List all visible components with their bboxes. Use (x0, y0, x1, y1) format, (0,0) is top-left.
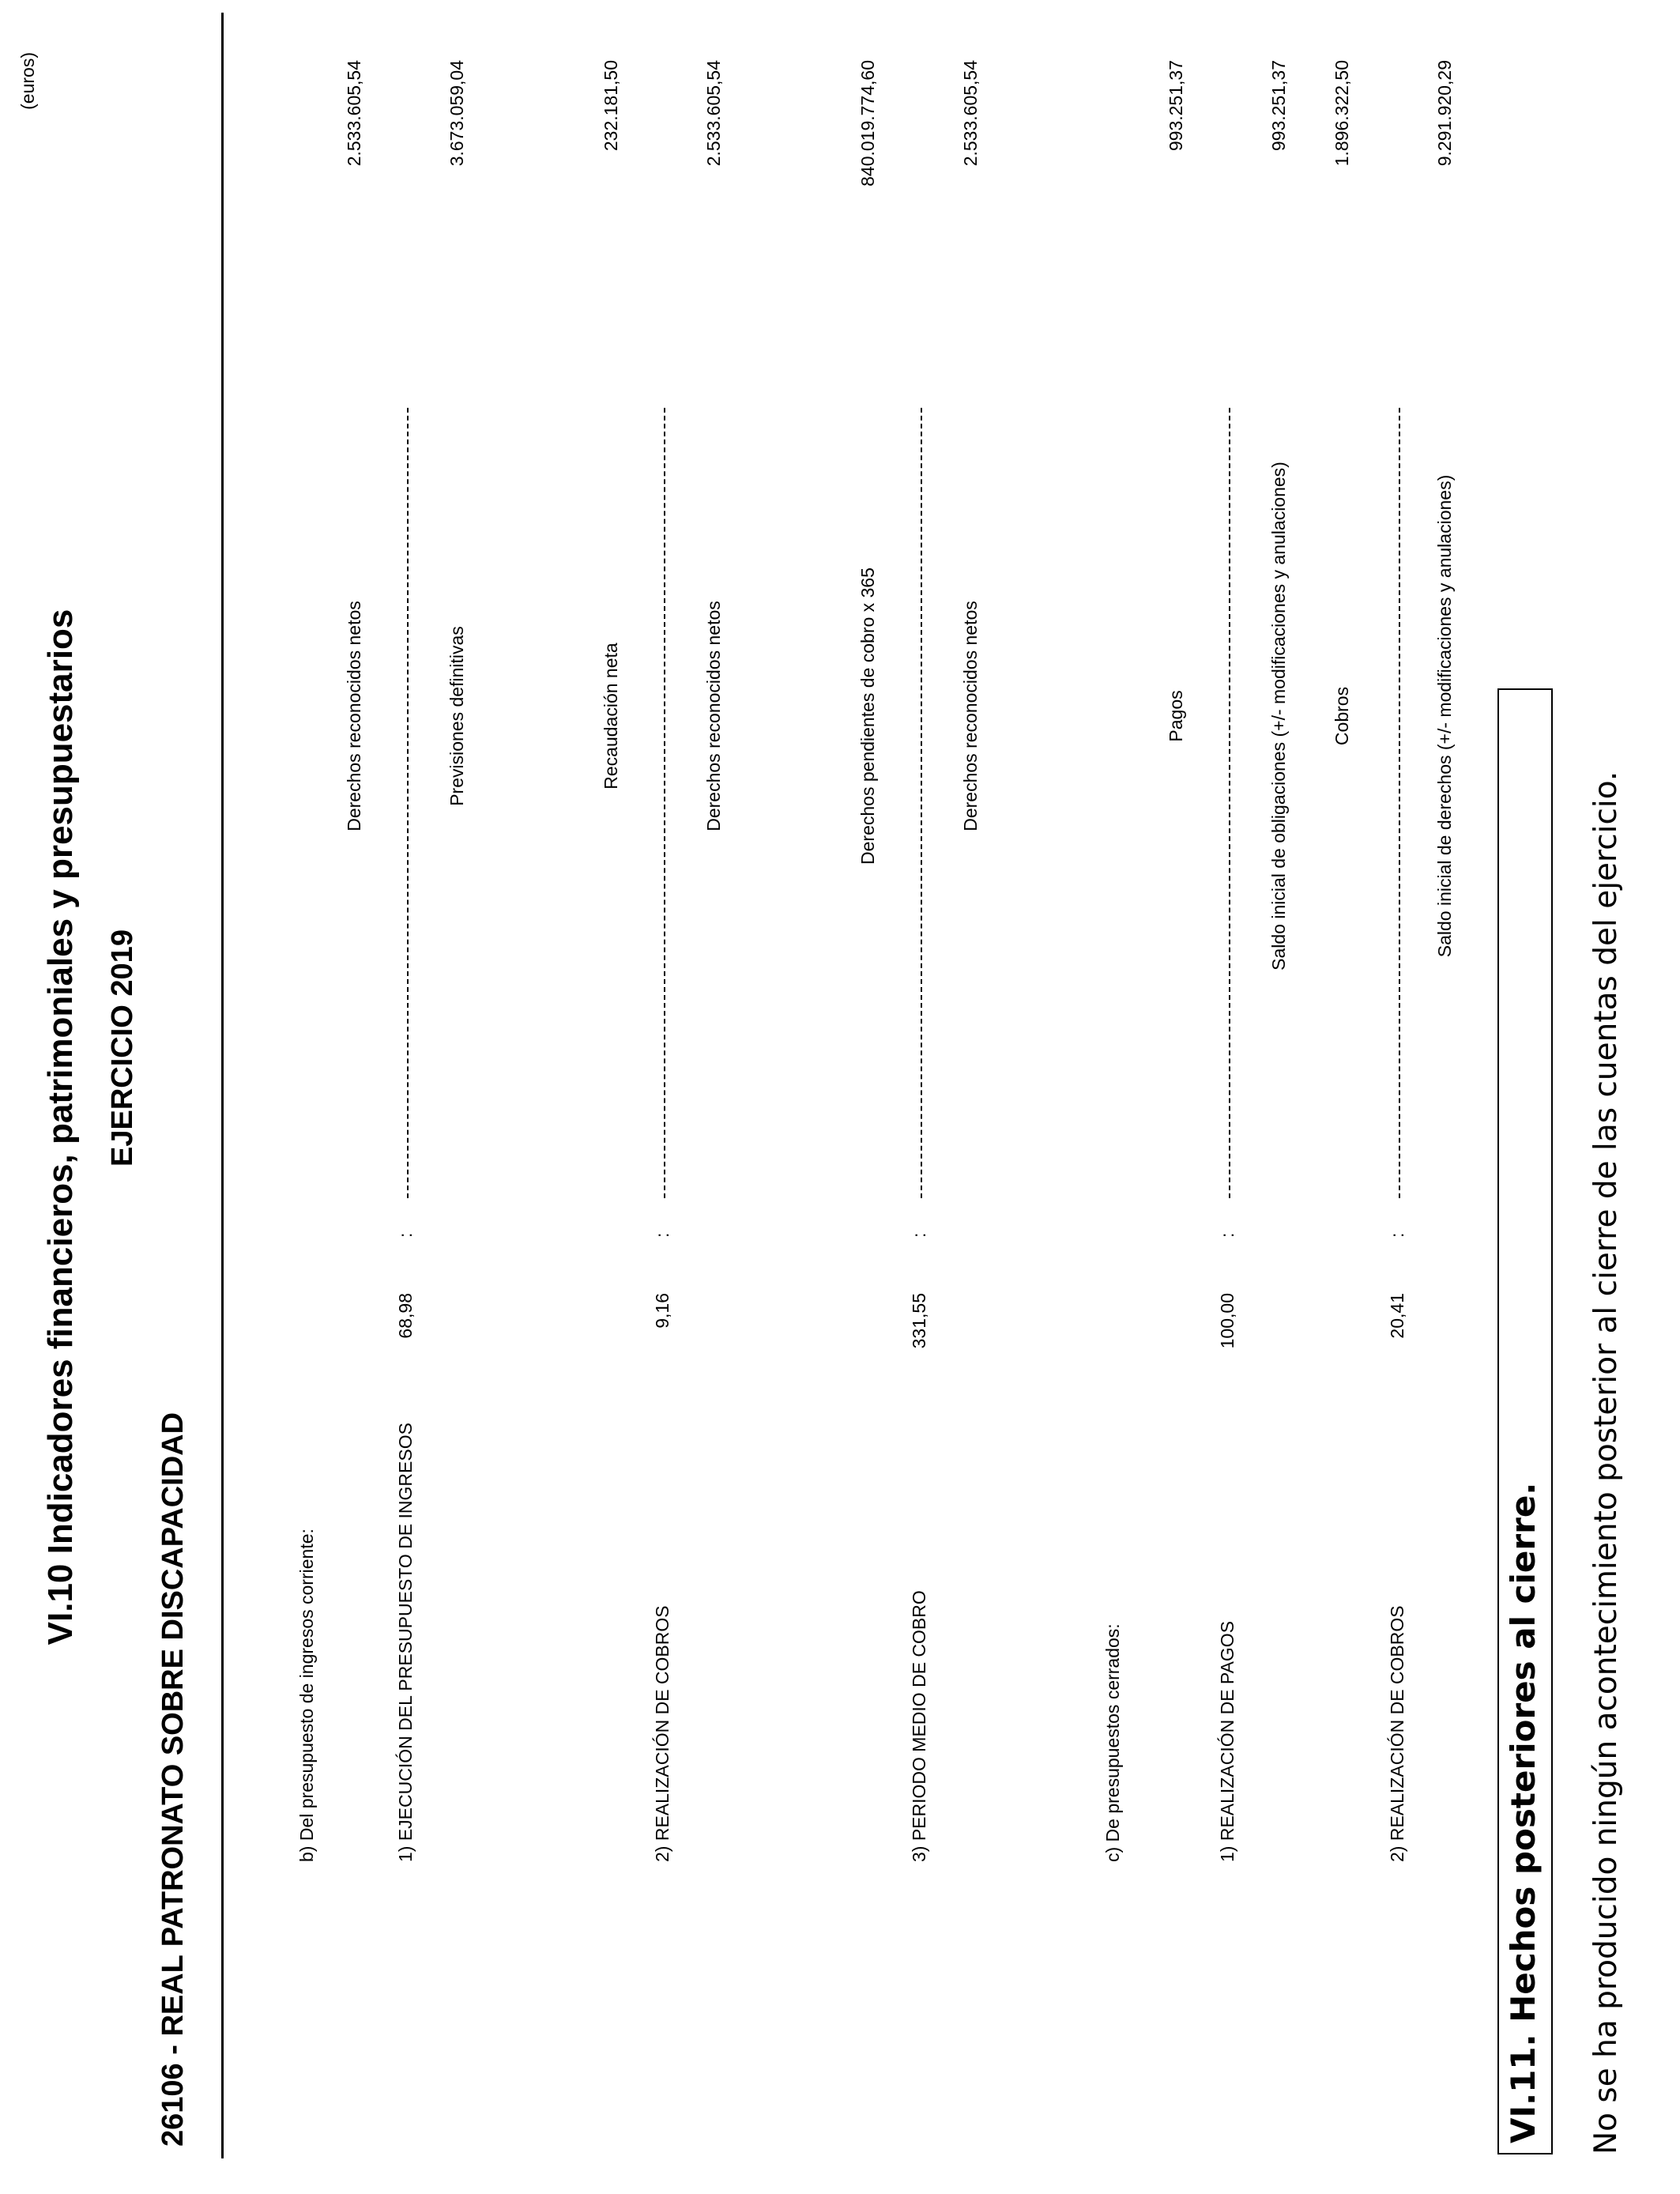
numerator-value: 232.181,50 (601, 60, 621, 152)
indicator-label: 1) EJECUCIÓN DEL PRESUPUESTO DE INGRESOS (395, 1423, 416, 1862)
indicator-value: 9,16 (652, 1293, 672, 1329)
entity-name: 26106 - REAL PATRONATO SOBRE DISCAPACIDAD (156, 1412, 190, 2147)
denominator-label: Derechos reconocidos netos (703, 601, 724, 831)
numerator-label: Pagos (1166, 690, 1186, 742)
numerator-label: Recaudación neta (601, 643, 621, 790)
denominator-value: 2.533.605,54 (960, 60, 981, 167)
denominator-value: 3.673.059,04 (446, 60, 467, 167)
numerator-label: Derechos reconocidos netos (344, 601, 364, 831)
denominator-label: Saldo inicial de derechos (+/- modificaciones y anulaciones) (1434, 474, 1455, 958)
denominator-label: Derechos reconocidos netos (960, 601, 981, 831)
header-rule (221, 13, 224, 2158)
fraction-line (407, 408, 409, 1198)
denominator-value: 2.533.605,54 (703, 60, 724, 167)
numerator-label: Derechos pendientes de cobro x 365 (857, 567, 878, 865)
section-11-box (1497, 688, 1553, 2154)
numerator-value: 2.533.605,54 (344, 60, 364, 167)
closed-budgets-heading: c) De presupuestos cerrados: (1102, 1623, 1123, 1862)
colon: : (395, 1232, 416, 1238)
numerator-label: Cobros (1332, 686, 1352, 746)
section-11-title: VI.11. Hechos posteriores al cierre. (1504, 1482, 1543, 2143)
colon: : (1217, 1232, 1237, 1238)
denominator-label: Previsiones definitivas (446, 626, 467, 806)
numerator-value: 993.251,37 (1166, 60, 1186, 152)
fiscal-year: EJERCICIO 2019 (106, 929, 139, 1167)
denominator-value: 9.291.920,29 (1434, 60, 1455, 167)
fraction-line (1399, 408, 1400, 1198)
indicator-label: 3) PERIODO MEDIO DE COBRO (909, 1590, 929, 1862)
indicator-value: 331,55 (909, 1293, 929, 1349)
indicator-value: 68,98 (395, 1293, 416, 1339)
colon: : (1387, 1232, 1407, 1238)
fraction-line (664, 408, 665, 1198)
indicator-label: 2) REALIZACIÓN DE COBROS (1387, 1605, 1407, 1862)
indicator-label: 1) REALIZACIÓN DE PAGOS (1217, 1620, 1237, 1862)
page-title: VI.10 Indicadores financieros, patrimoniales y presupuestarios (41, 609, 80, 1646)
indicator-value: 20,41 (1387, 1293, 1407, 1339)
indicator-value: 100,00 (1217, 1293, 1237, 1349)
denominator-label: Saldo inicial de obligaciones (+/- modificaciones y anulaciones) (1268, 462, 1289, 971)
numerator-value: 1.896.322,50 (1332, 60, 1352, 167)
indicator-label: 2) REALIZACIÓN DE COBROS (652, 1605, 672, 1862)
units-label: (euros) (17, 52, 38, 110)
denominator-value: 993.251,37 (1268, 60, 1289, 152)
section-11-text: No se ha producido ningún acontecimiento posterior al cierre de las cuentas del ejercicio. (1588, 771, 1624, 2154)
fraction-line (921, 408, 922, 1198)
colon: : (652, 1232, 672, 1238)
fraction-line (1229, 408, 1230, 1198)
numerator-value: 840.019.774,60 (857, 60, 878, 187)
colon: : (909, 1232, 929, 1238)
current-budget-heading: b) Del presupuesto de ingresos corriente: (296, 1529, 317, 1862)
